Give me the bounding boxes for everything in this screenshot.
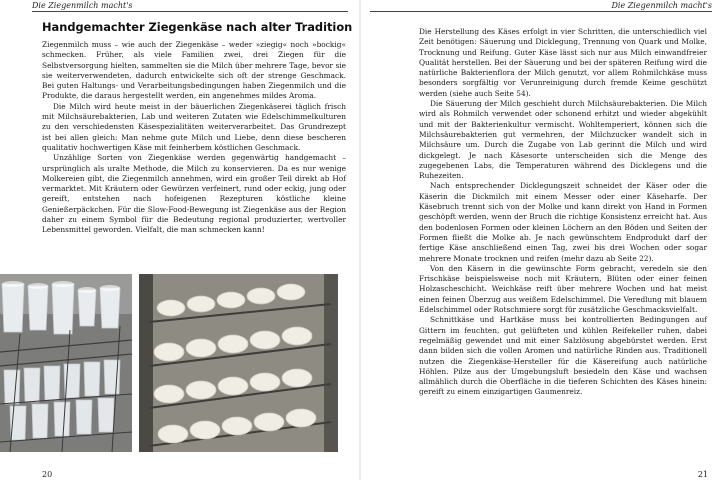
- photo-cheese-shelves: [139, 274, 338, 452]
- paragraph: Schnittkäse und Hartkäse muss bei kontrollierten Bedingungen auf Gittern im feuchten, gut gelüfteten und kühlen Reifekeller ruhen, dabei regelmäßig gewendet und mit einer Salzlösung abgebürstet werden. Erst dann bilden sich die vollen Aromen und natürliche Rinden aus. Traditionell nutzen die Ziegenkäse-Hersteller für die Käsereifung auch natürliche Höhlen. Pilze aus der Umgebungsluft besiedeln den Käse und wachsen allmählich durch die Oberfläche in die tieferen Schichten des Käses hinein: gereift zu einem einzigartigen Gaumenreiz.: [419, 315, 707, 397]
- paragraph: Die Säuerung der Milch geschieht durch Milchsäurebakterien. Die Milch wird als Rohmilch verwendet oder schonend erhitzt und wieder abgekühlt und mit der Bakterienkultur vermischt. Wohltemperiert, können sich die Milchsäurebakterien gut vermehren, der Milchzucker wandelt sich in Milchsäure um. Durch die Zugabe von Lab gerinnt die Milch und wird dickgelegt. Je nach Käsesorte unterscheiden sich die Menge des zugegebenen Labs, die Temperaturen während des Dicklegens und die Ruhezeiten.: [419, 99, 707, 181]
- running-header: Die Ziegenmilch macht's: [370, 0, 712, 12]
- paragraph: Unzählige Sorten von Ziegenkäse werden gegenwärtig handgemacht – ursprünglich als uralte Methode, die Milch zu konservieren. Da es nur wenige Molkereien gibt, die Ziegenmilch annehmen, wird ein großer Teil direkt ab Hof vermarktet. Mit Kräutern oder Gewürzen verfeinert, rund oder eckig, jung oder gereift, entstehen nach hofeigenen Rezepturen köstliche kleine Genießerpäckchen. Für die Slow-Food-Bewegung ist Ziegenkäse aus der Region daher zu einem Symbol für die Bedeutung regional produzierter, wertvoller Lebensmittel geworden. Vielfalt, die man schmecken kann!: [42, 153, 346, 235]
- page-number: 21: [697, 470, 708, 479]
- paragraph: Nach entsprechender Dicklegungszeit schneidet der Käser oder die Käserin die Dickmilch mit einem Messer oder einer Käseharfe. Der Käsebruch trennt sich von der Molke und kann direkt von Hand in Formen geschöpft werden, wenn der Bruch die richtige Konsistenz erreicht hat. Aus den bodenlosen Formen oder kleinen Löchern an den Böden und Seiten der Formen fließt die Molke ab. Je nach gewünschtem Endprodukt darf der fertige Käse anschließend einen Tag, zwei bis drei Wochen oder sogar mehrere Monate trocknen und reifen (mehr dazu ab Seite 22).: [419, 181, 707, 263]
- body-text: [42, 40, 346, 236]
- cheese-shelves-illustration: [139, 274, 338, 452]
- right-page: [360, 0, 720, 480]
- paragraph: Von den Käsern in die gewünschte Form gebracht, veredeln sie den Frischkäse beispielsweise noch mit Kräutern, Blüten oder einer feinen Holzascheschicht. Weichkäse reift über mehrere Wochen und hat meist einen feinen Überzug aus weißem Edelschimmel. Die Veredlung mit blauem Edelschimmel oder Rotschmiere sorgt für zusätzliche Geschmacksvielfalt.: [419, 263, 707, 315]
- cheese-molds-illustration: [0, 274, 132, 452]
- photo-cheese-molds: [0, 274, 132, 452]
- page-number: 20: [42, 470, 53, 479]
- running-header: Die Ziegenmilch macht's: [32, 0, 348, 12]
- body-text: [419, 27, 707, 398]
- paragraph: Die Milch wird heute meist in der bäuerlichen Ziegenkäserei täglich frisch mit Milchsäurebakterien, Lab und weiteren Zutaten wie Edelschimmelkulturen zu den verschiedensten Käsespezialitäten weiterverarbeitet. Das Grundrezept ist bei allen gleich: Man nehme gute Milch und Liebe, denn diese bescheren qualitativ hochwertigen Käse mit feinherbem köstlichen Geschmack.: [42, 101, 346, 152]
- paragraph: Ziegenmilch muss – wie auch der Ziegenkäse – weder »ziegig« noch »bockig« schmecken. Früher, als viele Familien zwei, drei Ziegen für die Selbstversorgung hielten, sammelten sie die Milch über mehrere Tage, bevor sie sie weiterverwendeten, dadurch entwickelte sich oft der strenge Geschmack. Bei guten Haltungs- und Verarbeitungsbedingungen haben Ziegenmilch und die Produkte, die daraus hergestellt werden, ein angenehmes mildes Aroma.: [42, 40, 346, 101]
- page-title: Handgemachter Ziegenkäse nach alter Tradition: [42, 20, 353, 34]
- paragraph: Die Herstellung des Käses erfolgt in vier Schritten, die unterschiedlich viel Zeit benötigen: Säuerung und Dicklegung, Trennung von Quark und Molke, Trocknung und Reifung. Guter Käse lässt sich nur aus Milch einwandfreier Qualität herstellen. Bei der Säuerung und bei der späteren Reifung wird die natürliche Bakterienflora der Milch genutzt, vor allem Rohmilchkäse muss besonders sorgfältig vor Verunreinigung durch fremde Keime geschützt werden (siehe auch Seite 54).: [419, 27, 707, 98]
